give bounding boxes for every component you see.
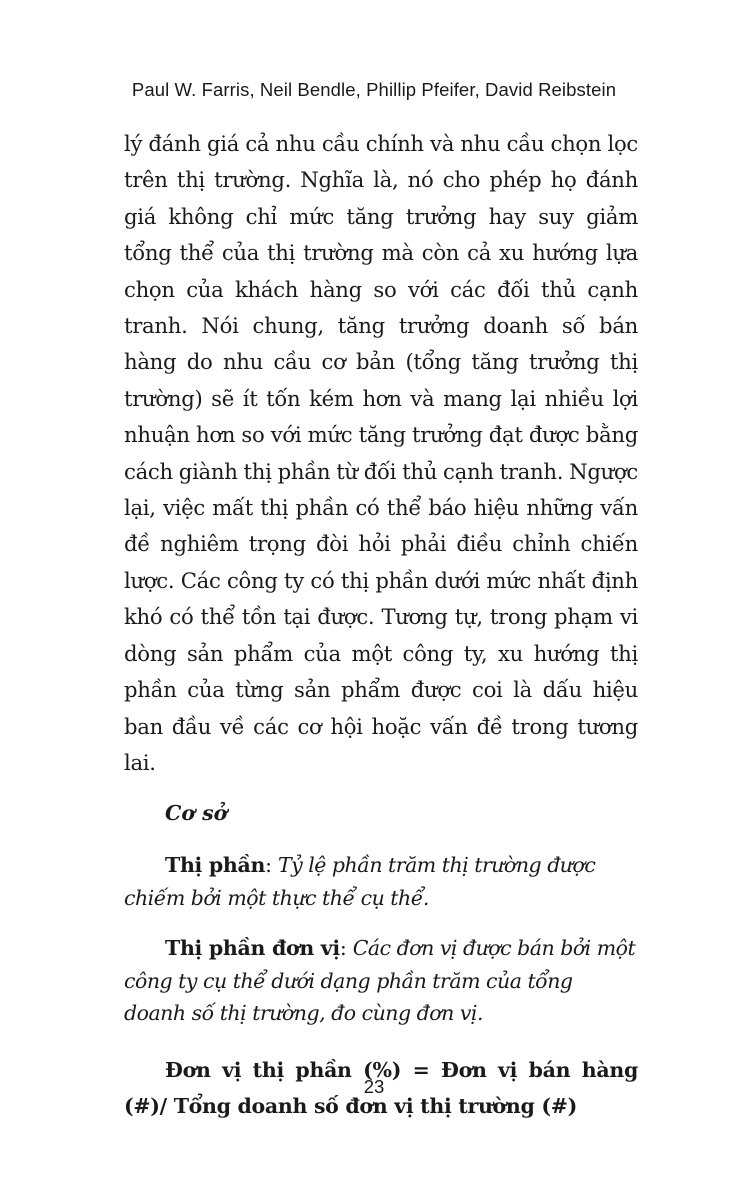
section-heading: Cơ sở (165, 801, 228, 826)
body-paragraph: lý đánh giá cả nhu cầu chính và nhu cầu chọn lọc trên thị trường. Nghĩa là, nó cho phép họ đánh giá không chỉ mức tăng trưởng hay suy giảm tổng thể của thị trường mà còn cả xu hướng lựa chọn của khách hàng so với các đối thủ cạnh tranh. Nói chung, tăng trưởng doanh số bán hàng do nhu cầu cơ bản (tổng tăng trưởng thị trường) sẽ ít tốn kém hơn và mang lại nhiều lợi nhuận hơn so với mức tăng trưởng đạt được bằng cách giành thị phần từ đối thủ cạnh tranh. Ngược lại, việc mất thị phần có thể báo hiệu những vấn đề nghiêm trọng đòi hỏi phải điều chỉnh chiến lược. Các công ty có thị phần dưới mức nhất định khó có thể tồn tại được. Tương tự, trong phạm vi dòng sản phẩm của một công ty, xu hướng thị phần của từng sản phẩm được coi là dấu hiệu ban đầu về các cơ hội hoặc vấn đề trong tương lai. (124, 131, 638, 775)
definition-description: Các đơn vị được bán bởi một công ty cụ thể dưới dạng phần trăm của tổng doanh số thị trường, đo cùng đơn vị. (124, 936, 636, 1026)
page-number: 23 (363, 1076, 385, 1097)
definition-separator: : (339, 936, 353, 961)
page-content (124, 126, 638, 1124)
formula: Đơn vị thị phần (%) = Đơn vị bán hàng (#)/ Tổng doanh số đơn vị thị trường (#) (124, 1057, 638, 1118)
definition-term: Thị phần (165, 853, 266, 878)
running-header-authors: Paul W. Farris, Neil Bendle, Phillip Pfeifer, David Reibstein (131, 79, 617, 100)
definition-term: Thị phần đơn vị (165, 936, 340, 961)
definition-unit-market-share (124, 932, 638, 1030)
definition-description: Tỷ lệ phần trăm thị trường được chiếm bởi một thực thể cụ thể. (124, 853, 596, 910)
definition-separator: : (265, 853, 278, 878)
definition-market-share (124, 849, 638, 914)
